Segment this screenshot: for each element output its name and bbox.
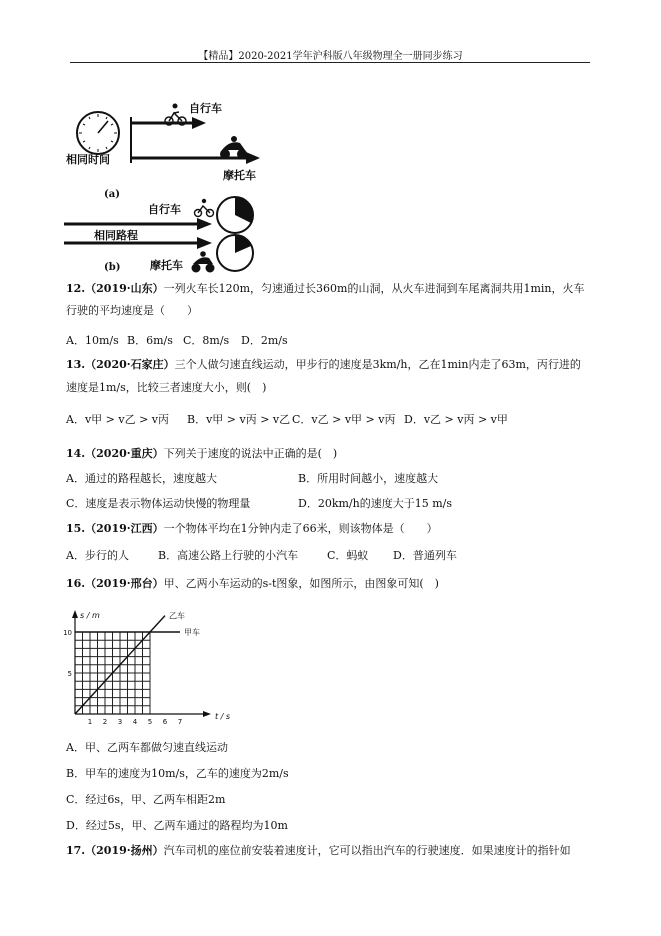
question-text: 甲、乙两小车运动的s-t图象，如图所示，由图象可知( ) <box>163 577 439 590</box>
arrow-right-icon <box>64 218 212 230</box>
arrow-right-icon <box>131 117 206 129</box>
stopwatch-icon <box>217 197 253 233</box>
x-tick-label: 4 <box>132 718 138 726</box>
option-c: C．速度是表示物体运动快慢的物理量 <box>66 497 251 510</box>
option-d: D．经过5s，甲、乙两车通过的路程均为10m <box>66 819 288 832</box>
option-a: A．通过的路程越长，速度越大 <box>66 472 217 485</box>
option-d: D．v乙 > v丙 > v甲 <box>404 413 508 426</box>
question-14 <box>66 446 337 461</box>
stopwatch-icon <box>217 235 253 271</box>
option-b: B．v甲 > v丙 > v乙 <box>187 413 291 426</box>
moto-label-a: 摩托车 <box>223 169 256 182</box>
y-axis-arrow <box>72 610 78 618</box>
header-divider <box>70 62 590 63</box>
x-tick-label: 7 <box>177 718 183 726</box>
same-time-label: 相同时间 <box>66 153 110 166</box>
question-15 <box>66 521 438 536</box>
bike-label-a: 自行车 <box>189 102 222 115</box>
question-tag: 16.（2019·邢台） <box>66 577 164 590</box>
x-tick-label: 6 <box>162 718 168 726</box>
option-a: A．步行的人 <box>66 549 129 562</box>
arrow-right-icon <box>64 237 212 249</box>
question-tag: 13.（2020·石家庄） <box>66 358 175 371</box>
bike-label-b: 自行车 <box>148 203 181 216</box>
y-axis-label: s / m <box>80 611 100 620</box>
question-tag: 17.（2019·扬州） <box>66 844 164 857</box>
caption-a: (a) <box>104 189 120 200</box>
option-d: D．20km/h的速度大于15 m/s <box>298 497 452 510</box>
option-c: C．v乙 > v甲 > v丙 <box>292 413 396 426</box>
question-tag: 12.（2019·山东） <box>66 282 164 295</box>
x-tick-label: 2 <box>102 718 108 726</box>
question-text: 一个物体平均在1分钟内走了66米，则该物体是（ ） <box>163 522 438 535</box>
moto-label-b: 摩托车 <box>150 259 183 272</box>
option-a: A．甲、乙两车都做匀速直线运动 <box>66 741 228 754</box>
page-header: 【精品】2020-2021学年沪科版八年级物理全一册同步练习 <box>198 51 463 62</box>
option-b: B．6m/s <box>127 334 173 347</box>
question-text: 下列关于速度的说法中正确的是( ) <box>163 447 338 460</box>
s-t-chart <box>60 602 250 732</box>
series-label: 甲车 <box>184 628 200 637</box>
x-axis-arrow <box>203 711 211 717</box>
option-c: C．经过6s，甲、乙两车相距2m <box>66 793 226 806</box>
motorcycle-icon <box>192 251 215 272</box>
series-label: 乙车 <box>169 611 185 621</box>
x-axis-label: t / s <box>215 712 231 721</box>
option-a: A．10m/s <box>66 334 119 347</box>
question-tag: 14.（2020·重庆） <box>66 447 164 460</box>
option-d: D．2m/s <box>241 334 288 347</box>
caption-b: (b) <box>104 262 121 273</box>
option-d: D．普通列车 <box>393 549 457 562</box>
question-17 <box>66 843 571 858</box>
same-distance-label: 相同路程 <box>94 229 138 242</box>
x-tick-label: 3 <box>117 718 123 726</box>
question-text: 汽车司机的座位前安装着速度计，它可以指出汽车的行驶速度．如果速度计的指针如 <box>163 844 571 857</box>
option-b: B．高速公路上行驶的小汽车 <box>158 549 299 562</box>
motorcycle-icon <box>220 136 247 159</box>
question-text: 行驶的平均速度是（ ） <box>66 304 198 317</box>
bicycle-icon <box>195 199 214 217</box>
option-c: C．蚂蚁 <box>327 549 369 562</box>
question-12 <box>66 281 584 296</box>
clock-icon <box>77 112 119 154</box>
question-text: 一列火车长120m，匀速通过长360m的山洞，从火车进洞到车尾离洞共用1min，火车 <box>163 282 585 295</box>
question-13 <box>66 357 581 372</box>
question-tag: 15.（2019·江西） <box>66 522 164 535</box>
x-tick-label: 5 <box>147 718 153 726</box>
option-b: B．所用时间越小，速度越大 <box>298 472 439 485</box>
option-b: B．甲车的速度为10m/s，乙车的速度为2m/s <box>66 767 289 780</box>
question-16 <box>66 576 439 591</box>
x-tick-label: 1 <box>87 718 93 726</box>
question-text: 速度是1m/s，比较三者速度大小，则( ) <box>66 381 267 394</box>
option-a: A．v甲 > v乙 > v丙 <box>66 413 170 426</box>
y-tick-label: 10 <box>63 629 72 637</box>
y-tick-label: 5 <box>67 670 72 678</box>
question-text: 三个人做匀速直线运动，甲步行的速度是3km/h，乙在1min内走了63m，丙行进的 <box>174 358 581 371</box>
option-c: C．8m/s <box>183 334 230 347</box>
